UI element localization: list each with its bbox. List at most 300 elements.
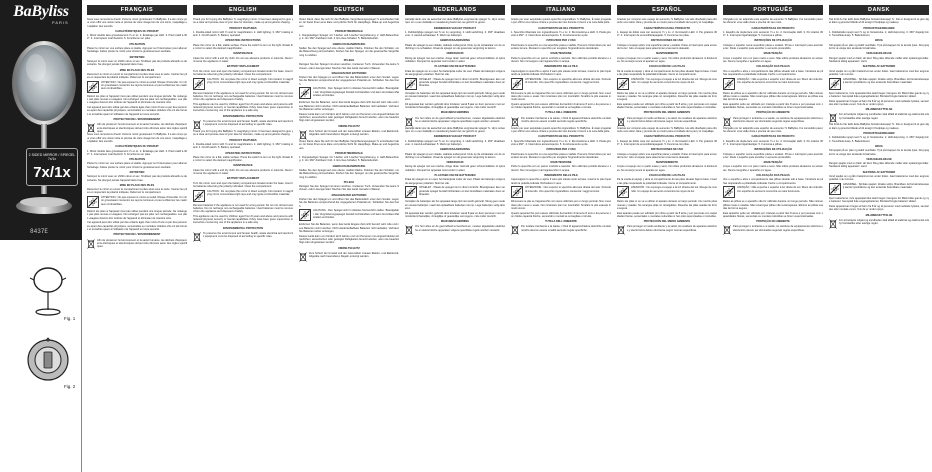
section-heading: PRODUKTMERKMALE	[335, 29, 363, 33]
paragraph: Retournez le miroir et ouvrez le compartiment à piles situé sous le socle. Insérez les piles en respectant la polarité indiquée. Refermez le compartiment.	[87, 72, 187, 80]
paragraph: 1. Espelho de dupla face com aumento 7x e 1x. 2. Iluminação LED. 3. Pé rotativo 360°. 4. Interruptor ligar/desligar. 5. Funciona a pilhas.	[723, 139, 823, 146]
crossed-bin-icon	[617, 225, 625, 235]
warning-block	[405, 78, 505, 90]
paragraph: Dé la vuelta al espejo y abra el compartimento de las pilas situado bajo la base. Inserte las pilas respetando la polaridad indicada. Cierre el compartimento.	[617, 69, 717, 76]
section-heading: MANUTENÇÃO	[763, 52, 783, 56]
paragraph: Coloque el espejo sobre una superficie plana y estable. Pulse el interruptor para encender la luz. Gire el espejo para seleccionar el aumento deseado.	[617, 43, 717, 51]
no-sun-warning-icon	[829, 78, 841, 90]
section-heading: TUTELA DELL'AMBIENTE	[545, 220, 577, 224]
paragraph: Questo apparecchio può essere utilizzato da bambini di almeno 8 anni e da persone con ridotte capacità fisiche, sensoriali o mentali se sorvegliate o istruite.	[511, 211, 611, 218]
paragraph: Entfernen Sie die Batterien, wenn das Gerät längere Zeit nicht benutzt wird. Alte und neue Batterien nicht mischen. Nicht wiederaufladbare Batterien nicht aufladen. Verbrauchte Batterien sicher entsorgen.	[299, 101, 399, 112]
paragraph: Turn the mirror over and open the battery compartment located under the base. Insert the batteries observing the polarity indicated. Close the compartment.	[193, 181, 293, 188]
section-heading: COLOCAÇÃO DAS PILHAS	[756, 65, 790, 69]
paragraph: Reinigen Sie den Spiegel mit einem weichen, trockenen Tuch. Verwenden Sie keine Scheuer- oder Lösungsmittel. Tauchen Sie das Gerät niemals in Wasser.	[299, 63, 399, 70]
paragraph: Este aparato puede ser utilizado por niños a partir de 8 años y por personas con capacidades físicas, sensoriales o mentales reducidas si han sido supervisadas o instruidas.	[617, 211, 717, 218]
warning-block	[299, 87, 399, 99]
paragraph: Rengør spejlet med en blød, tør klud. Brug ikke slibende midler eller opløsningsmidler. Nedsænk aldrig apparatet i vand.	[829, 56, 929, 63]
recycling-block	[405, 117, 505, 127]
section-heading: BATTERY REPLACEMENT	[226, 177, 260, 181]
model-code: 8437E	[30, 228, 49, 235]
paragraph: Place the mirror on a flat, stable surface. Press the switch to turn on the light. Rotate the mirror to select the desired magnification.	[193, 155, 293, 163]
language-header: ENGLISH	[193, 5, 293, 15]
language-column	[826, 0, 932, 472]
no-sun-warning-icon	[193, 78, 205, 90]
language-column	[296, 0, 402, 472]
paragraph: Retire las pilas si no va a utilizar el aparato durante un largo periodo. No mezcle pilas nuevas y usadas. No recargue pilas no recargables. Deseche las pilas usadas de forma segura.	[617, 200, 717, 210]
section-heading: PROTECCIÓN DEL MEDIO AMBIENTE	[643, 220, 691, 224]
language-column	[720, 0, 826, 472]
section-heading: MANTENIMIENTO	[656, 161, 678, 165]
section-heading: ISÆTNING AF BATTERIER	[862, 65, 896, 69]
paragraph: Coloque o espelho numa superfície plana e estável. Prima o interruptor para acender a luz. Rode o espelho para escolher o aumento pretendido.	[723, 43, 823, 51]
section-heading: PRODUKTMERKMALE	[335, 151, 363, 155]
paragraph: 1. Espejo de doble cara con aumento 7x y 1x. 2. Iluminación LED. 3. Pie giratorio 360°. 4. Interruptor de encendido/apagado. 5. Funciona con pilas.	[617, 139, 717, 146]
paragraph: Limpe o espelho com um pano macio e seco. Não utilize produtos abrasivos ou solventes. Nunca mergulhe o aparelho em água.	[723, 165, 823, 172]
instruction-text	[87, 18, 187, 249]
fig1-label: Fig. 1	[64, 316, 76, 321]
section-heading: KENMERKEN VAN HET PRODUCT	[433, 26, 477, 30]
paragraph: Grazie per aver acquistato questo specchio ingranditore 7x BaByliss. È stato progettato per offrirvi una visione chiara e precisa del viso durante il trucco e la cura della pelle.	[511, 18, 611, 25]
paragraph: Vire o espelho e abra o compartimento das pilhas situado sob a base. Introduza as pilhas respeitando a polaridade indicada. Feche o compartimento.	[723, 69, 823, 76]
paragraph: Este aparato puede ser utilizado por niños a partir de 8 años y por personas con capacidades físicas, sensoriales o mentales reducidas si han sido supervisadas o instruidas.	[617, 102, 717, 110]
section-heading: PROTEÇÃO DO AMBIENTE	[756, 111, 790, 115]
section-heading: UTILISATION	[128, 42, 146, 46]
paragraph: Gracias por comprar este espejo de aumento 7x BaByliss. Ha sido diseñado para ofrecerle una visión clara y precisa de su rostro para el cuidado de la piel y el maquillaje.	[617, 126, 717, 134]
paragraph: 1. Specchio bifacciale con ingrandimento 7x e 1x. 2. Illuminazione a LED. 3. Piede girevole a 360°. 4. Interruttore acceso/spento. 5. Funzionamento a pile.	[511, 30, 611, 38]
paragraph: 1. Doppelseitiger Spiegel mit 7-facher und 1-facher Vergrößerung. 2. LED-Beleuchtung. 3. Um 360° drehbarer Fuß. 4. Ein-/Aus-Schalter. 5. Batteriebetrieb.	[299, 34, 399, 41]
crossed-bin-icon	[723, 117, 731, 127]
section-heading: PRODUKTEGENSKABER	[863, 26, 895, 30]
section-heading: ISTRUZIONI PER L'USO	[546, 39, 576, 43]
no-sun-warning-icon	[511, 186, 523, 198]
recycling-text: For at beskytte miljøet og sundheden skal affald af elektrisk og elektronisk udstyr bortskaffes efter særlige regler.	[839, 113, 929, 120]
paragraph: Obrigado por ter adquirido este espelho de aumento 7x BaByliss. Foi concebido para lhe oferecer uma visão clara e precisa do seu rosto.	[723, 126, 823, 134]
paragraph: Rimuovere le pile se l'apparecchio non viene utilizzato per un lungo periodo. Non mescolare pile nuove e usate. Non ricaricare pile non ricaricabili. Smaltire le pile esauste in modo sicuro.	[511, 200, 611, 210]
section-heading: CARACTÉRISTIQUES DU PRODUIT	[115, 145, 159, 149]
section-heading: CARACTERÍSTICAS DEL PRODUCTO	[643, 26, 691, 30]
paragraph: Pulire lo specchio con un panno morbido e asciutto. Non utilizzare prodotti abrasivi o solventi. Non immergere mai l'apparecchio in acqua.	[511, 56, 611, 63]
crossed-bin-icon	[511, 225, 519, 235]
recycling-block	[405, 225, 505, 235]
section-heading: PROTECTION DE L'ENVIRONNEMENT	[113, 118, 161, 122]
section-heading: PROTECTION DE L'ENVIRONNEMENT	[113, 233, 161, 237]
section-heading: ISTRUZIONI PER L'USO	[546, 148, 576, 152]
warning-block	[87, 81, 187, 93]
magnification-value: 7x/1x	[33, 164, 71, 181]
section-heading: CARACTÉRISTIQUES DU PRODUIT	[115, 29, 159, 33]
section-heading: GEBRAUCHSANWEISUNG	[332, 42, 366, 46]
paragraph: Gracias por comprar este espejo de aumento 7x BaByliss. Ha sido diseñado para ofrecerle una visión clara y precisa de su rostro para el cuidado de la piel y el maquillaje.	[617, 18, 717, 25]
paragraph: Fjern batterierne, hvis apparatet ikke skal bruges i længere tid. Bland ikke gamle og nye batterier. Genoplad ikke engangsbatterier. Bortskaf brugte batterier sikkert.	[829, 196, 929, 204]
paragraph: Place the mirror on a flat, stable surface. Press the switch to turn on the light. Rotate the mirror to select the desired magnification.	[193, 43, 293, 51]
section-heading: COLOCACIÓN DE LAS PILAS	[648, 173, 686, 177]
brand-logo: BaByliss	[13, 3, 69, 20]
section-heading: PLAATSEN VAN DE BATTERIJEN	[434, 173, 476, 177]
section-heading: TUTELA DELL'AMBIENTE	[545, 111, 577, 115]
section-heading: MANUTENZIONE	[550, 52, 572, 56]
warning-block	[405, 186, 505, 198]
warning-text: ATTENTION : Ne pas exposer le miroir au soleil. Risque d'incendie. Un miroir grossissant concentre les rayons lumineux et peut enflammer les matériaux combustibles.	[101, 196, 187, 206]
paragraph: Verwijder de batterijen als het apparaat lange tijd niet wordt gebruikt. Meng geen oude en nieuwe batterijen. Laad niet-oplaadbare batterijen niet op. Lege batterijen veilig afvoeren.	[405, 91, 505, 102]
no-sun-warning-icon	[617, 78, 629, 90]
recycling-text: Om het milieu en de gezondheid te beschermen, moeten afgedankte elektrische en elektronische apparaten volgens specifieke regels worden verwerkt.	[415, 225, 505, 232]
paragraph: Remove batteries if the appliance is not used for a long period. Do not mix old and new batteries. Do not recharge non-rechargeable batteries. Used batteries must be removed from the appliance and disposed of safely.	[193, 203, 293, 214]
section-heading: VEDLIGEHOLDELSE	[866, 157, 892, 161]
section-heading: MILIEUBESCHERMING	[440, 111, 470, 115]
section-heading: INSTRUÇÕES DE UTILIZAÇÃO	[754, 148, 792, 152]
warning-block	[723, 78, 823, 90]
paragraph: Clean the mirror with a soft dry cloth. Do not use abrasive products or solvents. Never immerse the appliance in water.	[193, 56, 293, 63]
section-heading: INSTRUCCIONES DE USO	[650, 148, 684, 152]
section-heading: CARATTERISTICHE DEL PRODOTTO	[538, 135, 584, 139]
product-panel	[0, 0, 82, 472]
warning-text: ADVARSEL : Stil ikke spejlet i direkte sollys. Brandfare. Et forstørrelsesspejl samler lysstrålerne og kan antænde brændbare materialer.	[843, 182, 929, 190]
paragraph: 1. Miroir double face grossissement 7x et 1x. 2. Éclairage par LED. 3. Pied rotatif à 360°. 4. Interrupteur marche/arrêt. 5. Fonctionne sur piles.	[87, 34, 187, 41]
instruction-text	[193, 18, 293, 242]
language-column	[402, 0, 508, 472]
language-header: FRANÇAIS	[87, 5, 187, 15]
paragraph: Nettoyez le miroir avec un chiffon doux et sec. N'utilisez pas de produits abrasifs ou de solvants. Ne plongez jamais l'appareil dans l'eau.	[87, 59, 187, 67]
brand-subtitle: PARIS	[52, 20, 69, 25]
section-heading: OPERATING INSTRUCTIONS	[225, 151, 261, 155]
paragraph: 1. Double-sided mirror with 7x and 1x magnification. 2. LED lighting. 3. 360° rotating stand. 4. On/off switch. 5. Battery operated.	[193, 30, 293, 38]
section-heading: PRODUKTEGENSKABER	[863, 132, 895, 136]
section-heading: GEBRUIKSAANWIJZING	[439, 148, 471, 152]
paragraph: Posizionare lo specchio su una superficie piana e stabile. Premere l'interruttore per accendere la luce. Ruotare lo specchio per scegliere l'ingrandimento desiderato.	[511, 152, 611, 159]
mirror-product-image	[4, 28, 78, 233]
section-heading: ENTRETIEN	[129, 55, 145, 59]
warning-text: CAUTION : Do not place the mirror in direct sunlight. Fire hazard. A magnifying mirror concentrates light rays and may ignite combustible materials.	[207, 77, 293, 84]
crossed-bin-icon	[87, 239, 95, 249]
section-heading: PFLEGE	[343, 180, 355, 184]
warning-text: ATENCIÓN : No exponga el espejo a la luz directa del sol. Riesgo de incendio. Un espejo de aumento concentra los rayos de luz.	[631, 186, 717, 193]
paragraph: 1. Dubbelzijdige spiegel met 7x en 1x vergroting. 2. LED-verlichting. 3. 360° draaibare voet. 4. Aan/uit-schakelaar. 5. Werkt op batterijen.	[405, 139, 505, 146]
language-header: ITALIANO	[511, 5, 611, 15]
paragraph: Grazie per aver acquistato questo specchio ingranditore 7x BaByliss. È stato progettato per offrirvi una visione chiara e precisa del viso durante il trucco e la cura della pelle.	[511, 126, 611, 134]
section-heading: PLAATSEN VAN DE BATTERIJEN	[434, 65, 476, 69]
brand-block	[0, 0, 82, 240]
paragraph: 1. Dubbelzijdige spiegel met 7x en 1x vergroting. 2. LED-verlichting. 3. 360° draaibare voet. 4. Aan/uit-schakelaar. 5. Werkt op batterijen.	[405, 30, 505, 38]
section-heading: EINLEGEN DER BATTERIEN	[331, 193, 367, 197]
paragraph: Retirez les piles si l'appareil n'est pas utilisé pendant une longue période. Ne mélangez pas piles neuves et usagées. Ne rechargez pas les piles non rechargeables. Les piles usagées doivent être retirées de l'appareil et éliminées de manière sûre.	[87, 94, 187, 105]
warning-block	[511, 186, 611, 198]
section-heading: ISÆTNING AF BATTERIER	[862, 170, 896, 174]
paragraph: Limpie el espejo con un paño suave y seco. No utilice productos abrasivos ni disolventes. No sumerja nunca el aparato en agua.	[617, 56, 717, 63]
paragraph: Stellen Sie den Spiegel auf eine ebene, stabile Fläche. Drücken Sie den Schalter, um die Beleuchtung einzuschalten. Drehen Sie den Spiegel, um die gewünschte Vergrößerung zu wählen.	[299, 47, 399, 57]
section-heading: UMWELTSCHUTZ	[338, 124, 360, 128]
recycling-text: Para proteger o ambiente e a saúde, os resíduos de equipamentos elétricos e eletrónicos devem ser eliminados segundo regras específicas.	[733, 116, 823, 124]
recycling-block	[829, 113, 929, 123]
section-heading: COLOCAÇÃO DAS PILHAS	[756, 173, 790, 177]
paragraph: Retirez les piles si l'appareil n'est pas utilisé pendant une longue période. Ne mélangez pas piles neuves et usagées. Ne rechargez pas les piles non rechargeables. Les piles usagées doivent être retirées de l'appareil et éliminées de manière sûre.	[87, 210, 187, 220]
recycling-text: Per tutelare l'ambiente e la salute, i rifiuti di apparecchiature elettriche ed elettroniche devono essere smaltiti secondo regole specifiche.	[521, 225, 611, 232]
warning-text: ATTENTION : Ne pas exposer le miroir au soleil. Risque d'incendie. Un miroir grossissant concentre les rayons lumineux et peut enflammer les matériaux combustibles.	[101, 80, 187, 91]
section-heading: PROTEÇÃO DO AMBIENTE	[756, 220, 790, 224]
paragraph: Cet appareil peut être utilisé par des enfants âgés d'au moins 8 ans et par des personnes ayant des capacités physiques, sensorielles ou mentales réduites s'ils ont été formés et encadrés quant à l'utilisation de l'appareil en toute sécurité.	[87, 106, 187, 116]
crossed-bin-icon	[829, 113, 837, 123]
section-heading: INSERIMENTO DELLE PILE	[544, 173, 578, 177]
section-heading: CARACTERÍSTICAS DO PRODUTO	[751, 26, 795, 30]
crossed-bin-icon	[299, 252, 307, 262]
paragraph: Retire las pilas si no va a utilizar el aparato durante un largo periodo. No mezcle pilas nuevas y usadas. No recargue pilas no recargables. Deseche las pilas usadas de forma segura.	[617, 91, 717, 102]
paragraph: Remove batteries if the appliance is not used for a long period. Do not mix old and new batteries. Do not recharge non-rechargeable batteries. Used batteries must be removed from the appliance and disposed of safely.	[193, 91, 293, 102]
paragraph: Vielen Dank, dass Sie sich für den BaByliss Vergrößerungsspiegel 7x entschieden haben. Er bietet Ihnen eine klare und präzise Sicht für Hautpflege, Make-up und Augenbrauen.	[299, 139, 399, 150]
paragraph: Fjern batterierne, hvis apparatet ikke skal bruges i længere tid. Bland ikke gamle og nye batterier. Genoplad ikke engangsbatterier. Bortskaf brugte batterier sikkert.	[829, 91, 929, 98]
crossed-bin-icon	[829, 219, 837, 229]
section-heading: MILJØBESKYTTELSE	[865, 108, 893, 112]
paragraph: Vend spejlet om og åbn batterirummet under foden. Isæt batterierne med den angivne polaritet. Luk rummet.	[829, 69, 929, 76]
language-column	[84, 0, 190, 472]
no-sun-warning-icon	[723, 186, 735, 198]
section-heading: PFLEGE	[343, 58, 355, 62]
no-sun-warning-icon	[617, 186, 629, 198]
warning-block	[617, 186, 717, 198]
warning-block	[723, 186, 823, 198]
section-heading: CARATTERISTICHE DEL PRODOTTO	[538, 26, 584, 30]
paragraph: Este aparelho pode ser utilizado por crianças a partir dos 8 anos e por pessoas com capacidades físicas, sensoriais ou mentais reduzidas se forem supervisionadas.	[723, 102, 823, 110]
paragraph: Turn the mirror over and open the battery compartment located under the base. Insert the batteries observing the polarity indicated. Close the compartment.	[193, 69, 293, 76]
no-sun-warning-icon	[193, 190, 205, 202]
section-heading: COLOCACIÓN DE LAS PILAS	[648, 65, 686, 69]
paragraph: Questo apparecchio può essere utilizzato da bambini di almeno 8 anni e da persone con ridotte capacità fisiche, sensoriali o mentali se sorvegliate o istruite.	[511, 102, 611, 110]
section-heading: ONDERHOUD	[446, 161, 464, 165]
magnification-label: 2 SIDED MIRROR / SPIEGEL 7x/1x	[28, 153, 76, 161]
paragraph: Thank you for buying this BaByliss 7x magnifying mirror. It has been designed to give you a clear and precise view of your face for skincare, make-up and eyebrow shaping.	[193, 130, 293, 137]
instruction-text	[829, 18, 929, 229]
paragraph: Pulire lo specchio con un panno morbido e asciutto. Non utilizzare prodotti abrasivi o solventi. Non immergere mai l'apparecchio in acqua.	[511, 165, 611, 172]
language-header: NEDERLANDS	[405, 5, 505, 15]
recycling-text: Zum Schutz der Umwelt und der Gesundheit müssen Elektro- und Elektronik-Altgeräte nach besonderen Regeln entsorgt werden.	[309, 129, 399, 137]
paragraph: Entfernen Sie die Batterien, wenn das Gerät längere Zeit nicht benutzt wird. Alte und neue Batterien nicht mischen. Nicht wiederaufladbare Batterien nicht aufladen. Verbrauchte Batterien sicher entsorgen.	[299, 223, 399, 233]
section-heading: PRODUCT FEATURES	[229, 138, 257, 142]
recycling-text: To preserve the environment and human health, waste electrical and electronic equipment must be disposed of according to specific rules.	[203, 120, 293, 127]
section-heading: PROTECCIÓN DEL MEDIO AMBIENTE	[643, 111, 691, 115]
paragraph: This appliance can be used by children aged from 8 years and above and persons with reduced physical, sensory or mental capabilities if they have been given supervision or instruction concerning use of the appliance in a safe way.	[193, 102, 293, 113]
no-sun-warning-icon	[87, 196, 99, 208]
paragraph: Dette apparat kan bruges af børn fra 8 år og af personer med nedsatte fysiske, sensoriske eller mentale evner, hvis de er under opsyn.	[829, 99, 929, 106]
section-heading: MILIEUBESCHERMING	[440, 220, 470, 224]
paragraph: Dieses Gerät kann von Kindern ab 8 Jahren und von Personen mit eingeschränkten körperlichen, sensorischen oder geistigen Fähigkeiten benutzt werden, wenn sie beaufsichtigt oder eingewiesen wurden.	[299, 234, 399, 245]
section-heading: BATTERY REPLACEMENT	[226, 65, 260, 69]
paragraph: Drehen Sie den Spiegel um und öffnen Sie das Batteriefach unter dem Sockel. Legen Sie die Batterien entsprechend der angegebenen Polarität ein. Schließen Sie das Fach.	[299, 76, 399, 86]
paragraph: Tak fordi du har købt dette BaByliss forstørrelsesspejl 7x. Det er designet til at give dig et klart og præcist billede af dit ansigt til hudpleje og makeup.	[829, 123, 929, 130]
paragraph: Coloque el espejo sobre una superficie plana y estable. Pulse el interruptor para encender la luz. Gire el espejo para seleccionar el aumento deseado.	[617, 152, 717, 159]
paragraph: Obrigado por ter adquirido este espelho de aumento 7x BaByliss. Foi concebido para lhe oferecer uma visão clara e precisa do seu rosto.	[723, 18, 823, 25]
paragraph: Reinigen Sie den Spiegel mit einem weichen, trockenen Tuch. Verwenden Sie keine Scheuer- oder Lösungsmittel. Tauchen Sie das Gerät niemals in Wasser.	[299, 185, 399, 192]
warning-text: OPGELET : Plaats de spiegel niet in direct zonlicht. Brandgevaar. Een vergrotende spiegel bundelt lichtstralen en kan brandbare materialen doen ontbranden.	[419, 77, 505, 88]
recycling-block	[723, 225, 823, 235]
paragraph: Rengør spejlet med en blød, tør klud. Brug ikke slibende midler eller opløsningsmidler. Nedsænk aldrig apparatet i vand.	[829, 162, 929, 169]
paragraph: Tak fordi du har købt dette BaByliss forstørrelsesspejl 7x. Det er designet til at give dig et klart og præcist billede af dit ansigt til hudpleje og makeup.	[829, 18, 929, 25]
paragraph: Plaats de spiegel op een vlakke, stabiele ondergrond. Druk op de schakelaar om de verlichting in te schakelen. Draai de spiegel om de gewenste vergroting te kiezen.	[405, 152, 505, 159]
crossed-bin-icon	[511, 117, 519, 127]
language-column	[190, 0, 296, 472]
section-heading: BRUG	[875, 39, 883, 43]
paragraph: Limpie el espejo con un paño suave y seco. No utilice productos abrasivos ni disolventes. No sumerja nunca el aparato en agua.	[617, 165, 717, 172]
paragraph: Draai de spiegel om en open het batterijvak onder de voet. Plaats de batterijen volgens de aangegeven polariteit. Sluit het vak.	[405, 178, 505, 185]
paragraph: 1. Dobbeltsidet spejl med 7x og 1x forstørrelse. 2. LED-belysning. 3. 360° drejelig fod. 4. Tænd/sluk-knap. 5. Batteridrevet.	[829, 30, 929, 38]
section-heading: GEBRAUCHSANWEISUNG	[332, 164, 366, 168]
warning-block	[193, 78, 293, 90]
warning-block	[193, 190, 293, 202]
recycling-text: Para proteger el medio ambiente y la salud, los residuos de aparatos eléctricos y electrónicos deben eliminarse según normas específicas.	[627, 225, 717, 232]
paragraph: Dieses Gerät kann von Kindern ab 8 Jahren und von Personen mit eingeschränkten körperlichen, sensorischen oder geistigen Fähigkeiten benutzt werden, wenn sie beaufsichtigt oder eingewiesen wurden.	[299, 112, 399, 123]
warning-block	[829, 78, 929, 90]
paragraph: Draai de spiegel om en open het batterijvak onder de voet. Plaats de batterijen volgens de aangegeven polariteit. Sluit het vak.	[405, 69, 505, 76]
section-heading: INSTRUÇÕES DE UTILIZAÇÃO	[754, 39, 792, 43]
paragraph: Placez le miroir sur une surface plane et stable. Appuyez sur l'interrupteur pour allumer l'éclairage. Faites pivoter le miroir pour choisir le grossissement souhaité.	[87, 47, 187, 54]
section-heading: OPERATING INSTRUCTIONS	[225, 39, 261, 43]
section-heading: MANUTENZIONE	[550, 161, 572, 165]
warning-block	[617, 78, 717, 90]
paragraph: Retournez le miroir et ouvrez le compartiment à piles situé sous le socle. Insérez les piles en respectant la polarité indiquée. Refermez le compartiment.	[87, 188, 187, 195]
warning-block	[511, 78, 611, 90]
instruction-text	[405, 18, 505, 235]
paragraph: Capovolgere lo specchio e aprire il vano pile situato sotto la base. Inserire le pile rispettando la polarità indicata. Richiudere il vano.	[511, 178, 611, 185]
section-heading: ENVIRONMENTAL PROTECTION	[222, 114, 264, 118]
paragraph: Clean the mirror with a soft dry cloth. Do not use abrasive products or solvents. Never immerse the appliance in water.	[193, 168, 293, 175]
paragraph: Dit apparaat kan worden gebruikt door kinderen vanaf 8 jaar en door personen met verminderde lichamelijke, zintuiglijke of geestelijke vermogens, mits onder toezicht.	[405, 102, 505, 110]
instruction-text	[617, 18, 717, 235]
recycling-text: Para proteger el medio ambiente y la salud, los residuos de aparatos eléctricos y electrónicos deben eliminarse según normas específicas.	[627, 116, 717, 124]
no-sun-warning-icon	[511, 78, 523, 90]
section-heading: CARACTERÍSTICAS DEL PRODUCTO	[643, 135, 691, 139]
warning-block	[299, 209, 399, 221]
paragraph: Retire as pilhas se o aparelho não for utilizado durante um longo período. Não misture pilhas novas e usadas. Não recarregue pilhas não recarregáveis. Elimine as pilhas usadas de forma segura.	[723, 200, 823, 210]
paragraph: Este aparelho pode ser utilizado por crianças a partir dos 8 anos e por pessoas com capacidades físicas, sensoriais ou mentais reduzidas se forem supervisionadas.	[723, 211, 823, 218]
paragraph: Dette apparat kan bruges af børn fra 8 år og af personer med nedsatte fysiske, sensoriske eller mentale evner, hvis de er under opsyn.	[829, 204, 929, 212]
recycling-block	[617, 225, 717, 235]
section-heading: EINLEGEN DER BATTERIEN	[331, 71, 367, 75]
recycling-text: Zum Schutz der Umwelt und der Gesundheit müssen Elektro- und Elektronik-Altgeräte nach besonderen Regeln entsorgt werden.	[309, 251, 399, 259]
paragraph: 1. Doppelseitiger Spiegel mit 7-facher und 1-facher Vergrößerung. 2. LED-Beleuchtung. 3. Um 360° drehbarer Fuß. 4. Ein-/Aus-Schalter. 5. Batteriebetrieb.	[299, 156, 399, 163]
paragraph: 1. Espelho de dupla face com aumento 7x e 1x. 2. Iluminação LED. 3. Pé rotativo 360°. 4. Interruptor ligar/desligar. 5. Funciona a pilhas.	[723, 30, 823, 38]
paragraph: Placez le miroir sur une surface plane et stable. Appuyez sur l'interrupteur pour allumer l'éclairage. Faites pivoter le miroir pour choisir le grossissement souhaité.	[87, 162, 187, 169]
section-heading: ONDERHOUD	[446, 52, 464, 56]
section-heading: INSERIMENTO DELLE PILE	[544, 65, 578, 69]
paragraph: Hartelijk dank voor de aanschaf van deze BaByliss vergrotende spiegel 7x. Hij is ontworpen om u een duidelijk en nauwkeurig beeld van uw gezicht te geven.	[405, 126, 505, 134]
paragraph: Vielen Dank, dass Sie sich für den BaByliss Vergrößerungsspiegel 7x entschieden haben. Er bietet Ihnen eine klare und präzise Sicht für Hautpflege, Make-up und Augenbrauen.	[299, 18, 399, 28]
section-heading: CARACTERÍSTICAS DO PRODUTO	[751, 135, 795, 139]
crossed-bin-icon	[193, 232, 201, 242]
language-columns	[84, 0, 932, 472]
section-heading: BRUG	[875, 144, 883, 148]
warning-text: CAUTION : Do not place the mirror in direct sunlight. Fire hazard. A magnifying mirror concentrates light rays and may ignite combustible materials.	[207, 189, 293, 196]
section-heading: GEBRUIKSAANWIJZING	[439, 39, 471, 43]
recycling-block	[511, 117, 611, 127]
paragraph: Nous vous remercions d'avoir choisi le miroir grossissant 7x BaByliss. Il a été conçu pour vous offrir une vision nette et précise de votre visage lors de vos soins, maquillage et épilation des sourcils.	[87, 133, 187, 143]
section-heading: UTILISATION	[128, 158, 146, 162]
no-sun-warning-icon	[87, 81, 99, 93]
paragraph: 1. Dobbeltsidet spejl med 7x og 1x forstørrelse. 2. LED-belysning. 3. 360° drejelig fod. 4. Tænd/sluk-knap. 5. Batteridrevet.	[829, 136, 929, 143]
language-column	[614, 0, 720, 472]
paragraph: 1. Miroir double face grossissement 7x et 1x. 2. Éclairage par LED. 3. Pied rotatif à 360°. 4. Interrupteur marche/arrêt. 5. Fonctionne sur piles.	[87, 149, 187, 156]
recycling-text: Para proteger o ambiente e a saúde, os resíduos de equipamentos elétricos e eletrónicos devem ser eliminados segundo regras específicas.	[733, 225, 823, 232]
warning-text: ACHTUNG : Den Spiegel nicht in direktes Sonnenlicht stellen. Brandgefahr. Ein Vergrößerungsspiegel bündelt Lichtstrahlen und kann brennbare Materialien entzünden.	[313, 87, 399, 98]
language-header: DEUTSCH	[299, 5, 399, 15]
section-heading: ENVIRONMENTAL PROTECTION	[222, 226, 264, 230]
paragraph: Nettoyez le miroir avec un chiffon doux et sec. N'utilisez pas de produits abrasifs ou de solvants. Ne plongez jamais l'appareil dans l'eau.	[87, 175, 187, 182]
paragraph: Verwijder de batterijen als het apparaat lange tijd niet wordt gebruikt. Meng geen oude en nieuwe batterijen. Laad niet-oplaadbare batterijen niet op. Lege batterijen veilig afvoeren.	[405, 200, 505, 210]
section-heading: INSTRUCCIONES DE USO	[650, 39, 684, 43]
language-column	[508, 0, 614, 472]
paragraph: Rimuovere le pile se l'apparecchio non viene utilizzato per un lungo periodo. Non mescolare pile nuove e usate. Non ricaricare pile non ricaricabili. Smaltire le pile esauste in modo sicuro.	[511, 91, 611, 102]
warning-block	[87, 196, 187, 208]
crossed-bin-icon	[193, 120, 201, 130]
paragraph: Retire as pilhas se o aparelho não for utilizado durante um longo período. Não misture pilhas novas e usadas. Não recarregue pilhas não recarregáveis. Elimine as pilhas usadas de forma segura.	[723, 91, 823, 102]
instruction-text	[299, 18, 399, 262]
warning-text: ATTENZIONE : Non esporre lo specchio alla luce diretta del sole. Pericolo di incendio. Uno specchio ingranditore concentra i raggi luminosi.	[525, 77, 611, 84]
recycling-block	[299, 252, 399, 262]
section-heading: MAINTENANCE	[233, 52, 253, 56]
crossed-bin-icon	[405, 225, 413, 235]
paragraph: Drehen Sie den Spiegel um und öffnen Sie das Batteriefach unter dem Sockel. Legen Sie die Batterien entsprechend der angegebenen Polarität ein. Schließen Sie das Fach.	[299, 198, 399, 208]
no-sun-warning-icon	[299, 209, 311, 221]
crossed-bin-icon	[299, 130, 307, 140]
paragraph: This appliance can be used by children aged from 8 years and above and persons with reduced physical, sensory or mental capabilities if they have been given supervision or instruction concerning use of the appliance in a safe way.	[193, 214, 293, 225]
section-heading: KENMERKEN VAN HET PRODUCT	[433, 135, 477, 139]
paragraph: Stil spejlet på en plan og stabil overflade. Tryk på knappen for at tænde lyset. Drej spejlet for at vælge den ønskede forstørrelse.	[829, 43, 929, 51]
paragraph: Coloque o espelho numa superfície plana e estável. Prima o interruptor para acender a luz. Rode o espelho para escolher o aumento pretendido.	[723, 152, 823, 159]
recycling-block	[87, 123, 187, 133]
paragraph: Nous vous remercions d'avoir choisi le miroir grossissant 7x BaByliss. Il a été conçu pour vous offrir une vision nette et précise de votre visage lors de vos soins, maquillage et épilation des sourcils.	[87, 18, 187, 28]
section-heading: MILJØBESKYTTELSE	[865, 213, 893, 217]
recycling-block	[87, 239, 187, 249]
language-header: ESPAÑOL	[617, 5, 717, 15]
paragraph: Cet appareil peut être utilisé par des enfants âgés d'au moins 8 ans et par des personnes ayant des capacités physiques, sensorielles ou mentales réduites s'ils ont été formés et encadrés quant à l'utilisation de l'appareil en toute sécurité.	[87, 221, 187, 232]
warning-text: ATTENZIONE : Non esporre lo specchio alla luce diretta del sole. Pericolo di incendio. Uno specchio ingranditore concentra i raggi luminosi.	[525, 186, 611, 193]
paragraph: Plaats de spiegel op een vlakke, stabiele ondergrond. Druk op de schakelaar om de verlichting in te schakelen. Draai de spiegel om de gewenste vergroting te kiezen.	[405, 43, 505, 51]
crossed-bin-icon	[87, 123, 95, 133]
warning-text: ATENCIÓN : No exponga el espejo a la luz directa del sol. Riesgo de incendio. Un espejo de aumento concentra los rayos de luz.	[631, 77, 717, 84]
crossed-bin-icon	[405, 117, 413, 127]
section-heading: VEDLIGEHOLDELSE	[866, 52, 892, 56]
recycling-text: Om het milieu en de gezondheid te beschermen, moeten afgedankte elektrische en elektronische apparaten volgens specifieke regels worden verwerkt.	[415, 116, 505, 124]
section-heading: MISE EN PLACE DES PILES	[119, 183, 155, 187]
no-sun-warning-icon	[723, 78, 735, 90]
recycling-block	[511, 225, 611, 235]
warning-text: ADVARSEL : Stil ikke spejlet i direkte sollys. Brandfare. Et forstørrelsesspejl samler lysstrålerne og kan antænde brændbare materialer.	[843, 77, 929, 84]
recycling-block	[193, 232, 293, 242]
no-sun-warning-icon	[405, 186, 417, 198]
recycling-text: Afin de préserver l'environnement et la santé humaine, les déchets d'équipements électriques et électroniques doivent être éliminés selon des règles spécifiques.	[97, 123, 187, 133]
instruction-text	[723, 18, 823, 235]
section-heading: MANUTENÇÃO	[763, 161, 783, 165]
section-heading: PRODUCT FEATURES	[229, 26, 257, 30]
instruction-text	[511, 18, 611, 235]
paragraph: Posizionare lo specchio su una superficie piana e stabile. Premere l'interruttore per accendere la luce. Ruotare lo specchio per scegliere l'ingrandimento desiderato.	[511, 43, 611, 51]
warning-text: ATENÇÃO : Não exponha o espelho à luz direta do sol. Risco de incêndio. Um espelho de aumento concentra os raios luminosos.	[737, 77, 823, 84]
paragraph: Stil spejlet på en plan og stabil overflade. Tryk på knappen for at tænde lyset. Drej spejlet for at vælge den ønskede forstørrelse.	[829, 149, 929, 156]
paragraph: Thank you for buying this BaByliss 7x magnifying mirror. It has been designed to give you a clear and precise view of your face for skincare, make-up and eyebrow shaping.	[193, 18, 293, 25]
paragraph: Reinig de spiegel met een zachte, droge doek. Gebruik geen schuurmiddelen of oplosmiddelen. Dompel het apparaat nooit onder in water.	[405, 56, 505, 63]
language-header: PORTUGUÊS	[723, 5, 823, 15]
paragraph: Capovolgere lo specchio e aprire il vano pile situato sotto la base. Inserire le pile rispettando la polarità indicata. Richiudere il vano.	[511, 69, 611, 76]
recycling-block	[193, 120, 293, 130]
paragraph: Hartelijk dank voor de aanschaf van deze BaByliss vergrotende spiegel 7x. Hij is ontworpen om u een duidelijk en nauwkeurig beeld van uw gezicht te geven.	[405, 18, 505, 25]
recycling-text: Afin de préserver l'environnement et la santé humaine, les déchets d'équipements électriques et électroniques doivent être éliminés selon des règles spécifiques.	[97, 238, 187, 249]
paragraph: Stellen Sie den Spiegel auf eine ebene, stabile Fläche. Drücken Sie den Schalter, um die Beleuchtung einzuschalten. Drehen Sie den Spiegel, um die gewünschte Vergrößerung zu wählen.	[299, 168, 399, 179]
no-sun-warning-icon	[299, 87, 311, 99]
crossed-bin-icon	[723, 225, 731, 235]
paragraph: Reinig de spiegel met een zachte, droge doek. Gebruik geen schuurmiddelen of oplosmiddelen. Dompel het apparaat nooit onder in water.	[405, 165, 505, 172]
paragraph: Dé la vuelta al espejo y abra el compartimento de las pilas situado bajo la base. Inserte las pilas respetando la polaridad indicada. Cierre el compartimento.	[617, 178, 717, 185]
fig2-battery-icon	[24, 336, 76, 388]
fig2-label: Fig. 2	[64, 384, 76, 389]
section-heading: ENTRETIEN	[129, 170, 145, 174]
recycling-text: For at beskytte miljøet og sundheden skal affald af elektrisk og elektronisk udstyr bortskaffes efter særlige regler.	[839, 218, 929, 226]
warning-text: ACHTUNG : Den Spiegel nicht in direktes Sonnenlicht stellen. Brandgefahr. Ein Vergrößerungsspiegel bündelt Lichtstrahlen und kann brennbare Materialien entzünden.	[313, 209, 399, 219]
